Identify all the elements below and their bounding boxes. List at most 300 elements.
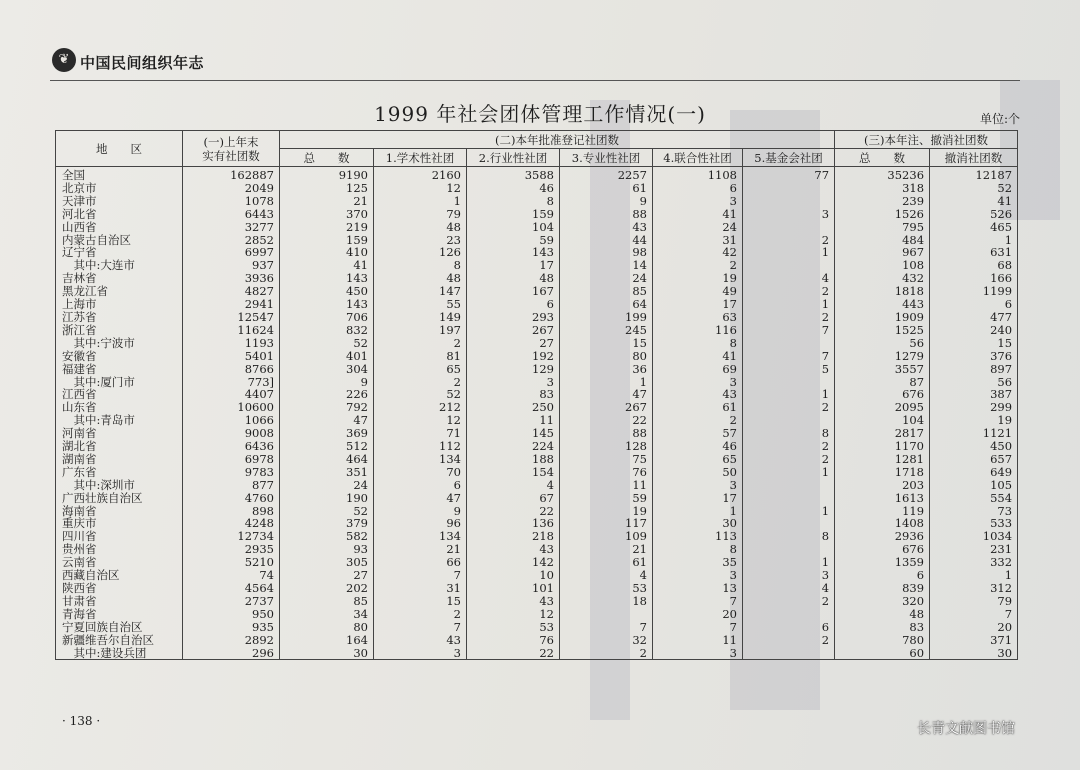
value-cell: 61 xyxy=(560,182,653,195)
value-cell: 293 xyxy=(467,311,560,324)
value-cell: 88 xyxy=(560,208,653,221)
value-cell: 11624 xyxy=(183,324,280,337)
value-cell: 7 xyxy=(374,569,467,582)
value-cell: 8 xyxy=(743,427,835,440)
value-cell: 48 xyxy=(374,221,467,234)
header-prev-year xyxy=(183,131,280,167)
value-cell: 1 xyxy=(743,556,835,569)
table-row xyxy=(56,595,1018,608)
unit-label: 单位:个 xyxy=(979,112,1020,126)
value-cell: 2 xyxy=(743,453,835,466)
region-cell: 福建省 xyxy=(56,363,183,376)
value-cell: 304 xyxy=(280,363,374,376)
value-cell xyxy=(743,414,835,427)
value-cell: 1 xyxy=(743,246,835,259)
value-cell: 3 xyxy=(653,479,743,492)
value-cell: 2049 xyxy=(183,182,280,195)
value-cell: 23 xyxy=(374,234,467,247)
value-cell: 4760 xyxy=(183,492,280,505)
value-cell: 128 xyxy=(560,440,653,453)
value-cell: 351 xyxy=(280,466,374,479)
value-cell: 159 xyxy=(280,234,374,247)
value-cell: 76 xyxy=(467,634,560,647)
value-cell: 9 xyxy=(374,505,467,518)
table-row xyxy=(56,466,1018,479)
value-cell: 8 xyxy=(374,259,467,272)
value-cell: 839 xyxy=(835,582,930,595)
value-cell: 484 xyxy=(835,234,930,247)
value-cell: 192 xyxy=(467,350,560,363)
value-cell: 35236 xyxy=(835,167,930,182)
value-cell: 443 xyxy=(835,298,930,311)
header-total-revoked: 总 数 xyxy=(835,149,930,167)
value-cell: 898 xyxy=(183,505,280,518)
value-cell: 6 xyxy=(743,621,835,634)
header-prev-year-line1: (一)上年末 xyxy=(203,134,259,149)
value-cell: 85 xyxy=(280,595,374,608)
value-cell: 7 xyxy=(374,621,467,634)
table-row xyxy=(56,621,1018,634)
value-cell: 6 xyxy=(467,298,560,311)
value-cell: 79 xyxy=(374,208,467,221)
value-cell: 376 xyxy=(930,350,1018,363)
value-cell: 63 xyxy=(653,311,743,324)
value-cell: 1 xyxy=(560,376,653,389)
region-cell: 云南省 xyxy=(56,556,183,569)
value-cell: 6 xyxy=(930,298,1018,311)
region-cell: 其中:宁波市 xyxy=(56,337,183,350)
value-cell: 410 xyxy=(280,246,374,259)
value-cell: 3 xyxy=(653,647,743,660)
table-row xyxy=(56,479,1018,492)
value-cell: 1 xyxy=(743,466,835,479)
value-cell: 832 xyxy=(280,324,374,337)
value-cell: 2257 xyxy=(560,167,653,182)
region-cell: 河北省 xyxy=(56,208,183,221)
value-cell: 7 xyxy=(930,608,1018,621)
region-cell: 新疆维吾尔自治区 xyxy=(56,634,183,647)
value-cell: 47 xyxy=(374,492,467,505)
value-cell: 159 xyxy=(467,208,560,221)
value-cell: 218 xyxy=(467,530,560,543)
value-cell: 49 xyxy=(653,285,743,298)
value-cell: 1121 xyxy=(930,427,1018,440)
value-cell: 145 xyxy=(467,427,560,440)
value-cell: 143 xyxy=(467,246,560,259)
region-cell: 全国 xyxy=(56,167,183,182)
value-cell: 1 xyxy=(930,569,1018,582)
region-cell: 安徽省 xyxy=(56,350,183,363)
value-cell: 676 xyxy=(835,543,930,556)
value-cell: 631 xyxy=(930,246,1018,259)
value-cell: 42 xyxy=(653,246,743,259)
value-cell: 190 xyxy=(280,492,374,505)
value-cell: 105 xyxy=(930,479,1018,492)
table-row xyxy=(56,401,1018,414)
value-cell: 2 xyxy=(374,376,467,389)
value-cell: 318 xyxy=(835,182,930,195)
value-cell: 4827 xyxy=(183,285,280,298)
value-cell: 2 xyxy=(743,595,835,608)
value-cell: 1 xyxy=(374,195,467,208)
value-cell: 116 xyxy=(653,324,743,337)
value-cell: 649 xyxy=(930,466,1018,479)
value-cell: 10600 xyxy=(183,401,280,414)
region-cell: 吉林省 xyxy=(56,272,183,285)
value-cell: 267 xyxy=(560,401,653,414)
value-cell: 80 xyxy=(560,350,653,363)
table-row xyxy=(56,167,1018,182)
value-cell: 101 xyxy=(467,582,560,595)
value-cell: 706 xyxy=(280,311,374,324)
value-cell: 1 xyxy=(930,234,1018,247)
value-cell: 18 xyxy=(560,595,653,608)
value-cell: 11 xyxy=(653,634,743,647)
table-title: 1999 年社会团体管理工作情况(一) xyxy=(374,102,706,126)
region-cell: 广西壮族自治区 xyxy=(56,492,183,505)
value-cell: 477 xyxy=(930,311,1018,324)
value-cell: 2817 xyxy=(835,427,930,440)
value-cell: 73 xyxy=(930,505,1018,518)
value-cell: 22 xyxy=(467,647,560,660)
value-cell: 9 xyxy=(560,195,653,208)
value-cell xyxy=(743,337,835,350)
value-cell: 1909 xyxy=(835,311,930,324)
table-row xyxy=(56,376,1018,389)
value-cell: 2 xyxy=(374,608,467,621)
value-cell: 55 xyxy=(374,298,467,311)
value-cell: 2892 xyxy=(183,634,280,647)
table-row xyxy=(56,517,1018,530)
value-cell: 47 xyxy=(280,414,374,427)
value-cell: 17 xyxy=(467,259,560,272)
value-cell: 164 xyxy=(280,634,374,647)
region-cell: 其中:厦门市 xyxy=(56,376,183,389)
value-cell: 1 xyxy=(743,505,835,518)
value-cell xyxy=(743,182,835,195)
value-cell: 41 xyxy=(280,259,374,272)
value-cell xyxy=(743,647,835,660)
value-cell: 1108 xyxy=(653,167,743,182)
value-cell: 7 xyxy=(743,350,835,363)
value-cell: 401 xyxy=(280,350,374,363)
value-cell: 1359 xyxy=(835,556,930,569)
table-row xyxy=(56,608,1018,621)
value-cell: 202 xyxy=(280,582,374,595)
value-cell: 370 xyxy=(280,208,374,221)
region-cell: 浙江省 xyxy=(56,324,183,337)
value-cell: 67 xyxy=(467,492,560,505)
value-cell: 6978 xyxy=(183,453,280,466)
value-cell: 312 xyxy=(930,582,1018,595)
region-cell: 江苏省 xyxy=(56,311,183,324)
value-cell: 162887 xyxy=(183,167,280,182)
value-cell xyxy=(743,376,835,389)
value-cell: 136 xyxy=(467,517,560,530)
header-revoked-count: 撤消社团数 xyxy=(930,149,1018,167)
value-cell: 20 xyxy=(653,608,743,621)
value-cell: 1526 xyxy=(835,208,930,221)
watermark: 长青文献图书馆 xyxy=(917,721,1015,737)
value-cell: 9783 xyxy=(183,466,280,479)
region-cell: 湖北省 xyxy=(56,440,183,453)
value-cell: 9008 xyxy=(183,427,280,440)
value-cell: 108 xyxy=(835,259,930,272)
running-header xyxy=(50,46,1020,81)
header-approved-group: (二)本年批准登记社团数 xyxy=(280,131,835,149)
region-cell: 山西省 xyxy=(56,221,183,234)
value-cell: 134 xyxy=(374,453,467,466)
value-cell: 56 xyxy=(835,337,930,350)
value-cell: 464 xyxy=(280,453,374,466)
value-cell: 77 xyxy=(743,167,835,182)
header-prev-year-line2: 实有社团数 xyxy=(202,148,260,163)
value-cell: 224 xyxy=(467,440,560,453)
value-cell: 47 xyxy=(560,388,653,401)
value-cell: 1066 xyxy=(183,414,280,427)
value-cell: 129 xyxy=(467,363,560,376)
value-cell: 27 xyxy=(280,569,374,582)
table-row xyxy=(56,221,1018,234)
region-cell: 辽宁省 xyxy=(56,246,183,259)
table-row xyxy=(56,337,1018,350)
value-cell: 5401 xyxy=(183,350,280,363)
value-cell: 126 xyxy=(374,246,467,259)
value-cell: 43 xyxy=(560,221,653,234)
value-cell: 66 xyxy=(374,556,467,569)
value-cell: 533 xyxy=(930,517,1018,530)
value-cell: 2095 xyxy=(835,401,930,414)
value-cell: 1193 xyxy=(183,337,280,350)
table-row xyxy=(56,195,1018,208)
value-cell: 197 xyxy=(374,324,467,337)
table-body xyxy=(56,167,1018,660)
value-cell: 56 xyxy=(930,376,1018,389)
value-cell: 68 xyxy=(930,259,1018,272)
value-cell xyxy=(560,608,653,621)
table-row xyxy=(56,647,1018,660)
value-cell: 14 xyxy=(560,259,653,272)
value-cell: 41 xyxy=(653,350,743,363)
value-cell: 320 xyxy=(835,595,930,608)
value-cell: 3588 xyxy=(467,167,560,182)
value-cell: 231 xyxy=(930,543,1018,556)
region-cell: 北京市 xyxy=(56,182,183,195)
value-cell: 50 xyxy=(653,466,743,479)
value-cell: 52 xyxy=(930,182,1018,195)
value-cell: 3557 xyxy=(835,363,930,376)
value-cell: 15 xyxy=(930,337,1018,350)
value-cell: 104 xyxy=(835,414,930,427)
value-cell: 43 xyxy=(467,595,560,608)
header-federation: 4.联合性社团 xyxy=(653,149,743,167)
value-cell: 30 xyxy=(280,647,374,660)
value-cell: 676 xyxy=(835,388,930,401)
value-cell: 79 xyxy=(930,595,1018,608)
table-row xyxy=(56,298,1018,311)
value-cell: 780 xyxy=(835,634,930,647)
value-cell: 6 xyxy=(374,479,467,492)
value-cell: 8 xyxy=(653,543,743,556)
value-cell: 582 xyxy=(280,530,374,543)
header-revoked-group: (三)本年注、撤消社团数 xyxy=(835,131,1018,149)
value-cell: 48 xyxy=(467,272,560,285)
region-cell: 广东省 xyxy=(56,466,183,479)
value-cell: 12 xyxy=(467,608,560,621)
value-cell: 41 xyxy=(930,195,1018,208)
value-cell: 950 xyxy=(183,608,280,621)
value-cell: 2160 xyxy=(374,167,467,182)
value-cell: 2 xyxy=(743,440,835,453)
value-cell: 19 xyxy=(653,272,743,285)
value-cell: 134 xyxy=(374,530,467,543)
value-cell: 2 xyxy=(653,259,743,272)
value-cell: 74 xyxy=(183,569,280,582)
value-cell: 8766 xyxy=(183,363,280,376)
value-cell: 48 xyxy=(835,608,930,621)
value-cell: 167 xyxy=(467,285,560,298)
value-cell: 70 xyxy=(374,466,467,479)
value-cell: 69 xyxy=(653,363,743,376)
value-cell: 20 xyxy=(930,621,1018,634)
region-cell: 上海市 xyxy=(56,298,183,311)
value-cell: 792 xyxy=(280,401,374,414)
value-cell: 4 xyxy=(743,272,835,285)
value-cell: 30 xyxy=(930,647,1018,660)
book-title: 中国民间组织年志 xyxy=(80,54,205,72)
value-cell: 369 xyxy=(280,427,374,440)
value-cell: 98 xyxy=(560,246,653,259)
value-cell: 109 xyxy=(560,530,653,543)
value-cell: 5 xyxy=(743,363,835,376)
table-row xyxy=(56,505,1018,518)
value-cell: 12734 xyxy=(183,530,280,543)
value-cell: 113 xyxy=(653,530,743,543)
value-cell: 935 xyxy=(183,621,280,634)
value-cell: 59 xyxy=(560,492,653,505)
header-region: 地 区 xyxy=(56,131,183,167)
value-cell: 332 xyxy=(930,556,1018,569)
table-row xyxy=(56,556,1018,569)
table-row xyxy=(56,182,1018,195)
value-cell: 512 xyxy=(280,440,374,453)
value-cell: 3 xyxy=(743,569,835,582)
value-cell: 154 xyxy=(467,466,560,479)
value-cell: 52 xyxy=(280,337,374,350)
region-cell: 江西省 xyxy=(56,388,183,401)
value-cell: 2 xyxy=(743,634,835,647)
value-cell: 3 xyxy=(743,208,835,221)
value-cell: 6443 xyxy=(183,208,280,221)
value-cell: 9190 xyxy=(280,167,374,182)
value-cell: 2936 xyxy=(835,530,930,543)
value-cell: 1408 xyxy=(835,517,930,530)
region-cell: 重庆市 xyxy=(56,517,183,530)
value-cell: 2 xyxy=(743,285,835,298)
value-cell: 371 xyxy=(930,634,1018,647)
value-cell: 142 xyxy=(467,556,560,569)
value-cell: 267 xyxy=(467,324,560,337)
value-cell: 450 xyxy=(280,285,374,298)
value-cell: 6436 xyxy=(183,440,280,453)
region-cell: 河南省 xyxy=(56,427,183,440)
table-row xyxy=(56,440,1018,453)
value-cell: 6 xyxy=(835,569,930,582)
value-cell: 11 xyxy=(467,414,560,427)
value-cell: 31 xyxy=(653,234,743,247)
table-row xyxy=(56,530,1018,543)
value-cell: 85 xyxy=(560,285,653,298)
value-cell: 937 xyxy=(183,259,280,272)
value-cell: 1613 xyxy=(835,492,930,505)
value-cell xyxy=(743,479,835,492)
value-cell: 1199 xyxy=(930,285,1018,298)
table-row xyxy=(56,208,1018,221)
region-cell: 宁夏回族自治区 xyxy=(56,621,183,634)
value-cell: 2 xyxy=(743,401,835,414)
value-cell: 1718 xyxy=(835,466,930,479)
region-cell: 内蒙古自治区 xyxy=(56,234,183,247)
value-cell: 212 xyxy=(374,401,467,414)
table-row xyxy=(56,350,1018,363)
value-cell: 53 xyxy=(467,621,560,634)
value-cell: 52 xyxy=(374,388,467,401)
value-cell: 31 xyxy=(374,582,467,595)
value-cell: 795 xyxy=(835,221,930,234)
value-cell: 2 xyxy=(743,311,835,324)
value-cell: 61 xyxy=(560,556,653,569)
region-cell: 陕西省 xyxy=(56,582,183,595)
value-cell: 12547 xyxy=(183,311,280,324)
value-cell: 34 xyxy=(280,608,374,621)
value-cell: 2 xyxy=(653,414,743,427)
value-cell: 12 xyxy=(374,414,467,427)
table-row xyxy=(56,388,1018,401)
region-cell: 黑龙江省 xyxy=(56,285,183,298)
value-cell: 80 xyxy=(280,621,374,634)
value-cell: 188 xyxy=(467,453,560,466)
header-academic: 1.学术性社团 xyxy=(374,149,467,167)
value-cell: 2935 xyxy=(183,543,280,556)
table-row xyxy=(56,259,1018,272)
value-cell: 53 xyxy=(560,582,653,595)
value-cell: 6 xyxy=(653,182,743,195)
table-row xyxy=(56,234,1018,247)
value-cell: 35 xyxy=(653,556,743,569)
value-cell: 3277 xyxy=(183,221,280,234)
region-cell: 海南省 xyxy=(56,505,183,518)
value-cell: 8 xyxy=(653,337,743,350)
value-cell: 17 xyxy=(653,492,743,505)
value-cell: 4 xyxy=(560,569,653,582)
value-cell: 2852 xyxy=(183,234,280,247)
value-cell: 10 xyxy=(467,569,560,582)
value-cell: 119 xyxy=(835,505,930,518)
value-cell: 4 xyxy=(467,479,560,492)
table-row xyxy=(56,311,1018,324)
value-cell: 7 xyxy=(653,595,743,608)
value-cell: 60 xyxy=(835,647,930,660)
value-cell: 71 xyxy=(374,427,467,440)
region-cell: 甘肃省 xyxy=(56,595,183,608)
table-row xyxy=(56,453,1018,466)
value-cell: 6997 xyxy=(183,246,280,259)
value-cell: 149 xyxy=(374,311,467,324)
value-cell xyxy=(743,221,835,234)
value-cell: 203 xyxy=(835,479,930,492)
region-cell: 西藏自治区 xyxy=(56,569,183,582)
value-cell: 7 xyxy=(743,324,835,337)
